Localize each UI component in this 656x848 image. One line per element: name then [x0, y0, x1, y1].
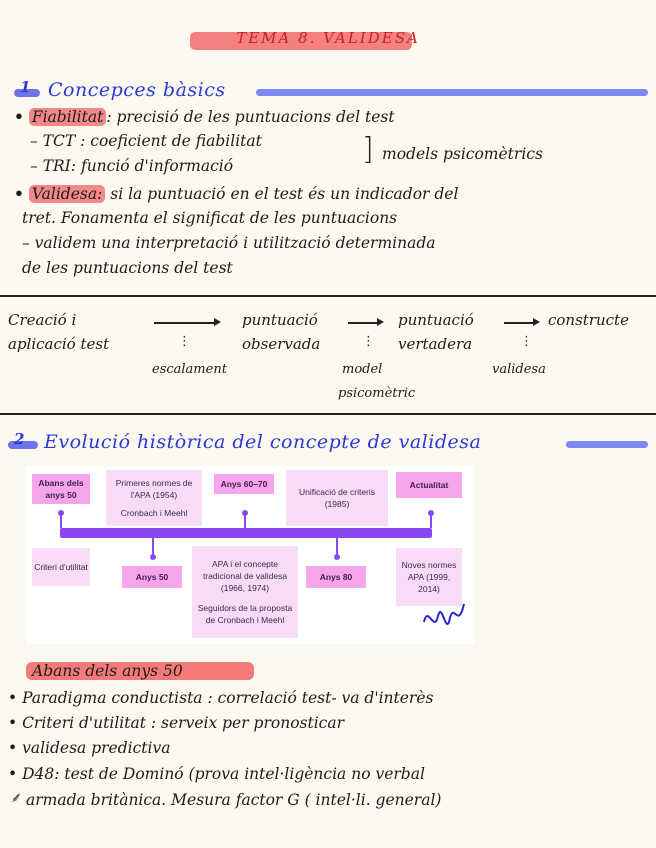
def-fiabilitat: : precisió de les puntuacions del test — [106, 108, 395, 126]
section-2-number: 2 — [14, 430, 25, 448]
flow-arrow-2-line — [348, 322, 378, 324]
flow-dash-3: ⋮ — [520, 334, 533, 349]
flow-model-2: psicomètric — [338, 386, 416, 401]
flow-model-1: model — [342, 362, 383, 377]
section-2-title: Evolució històrica del concepte de validesa — [44, 431, 482, 453]
page-title: TEMA 8. VALIDESA — [236, 29, 420, 47]
section-3-item-1: • Paradigma conductista : correlació test- va d'interès — [8, 689, 434, 707]
flow-escalament: escalament — [152, 362, 227, 377]
timeline-bottom-3-sub: Seguidors de la proposta de Cronbach i Meehl — [197, 603, 293, 625]
timeline-bottom-4: Anys 80 — [306, 566, 366, 588]
section-1-underline — [256, 89, 648, 96]
flow-arrow-3-head — [533, 318, 540, 326]
term-validesa: Validesa: — [29, 185, 105, 203]
section-2-underline — [566, 441, 648, 448]
flow-arrow-3-line — [504, 322, 534, 324]
timeline-dot-top-1 — [58, 510, 64, 516]
timeline-top-5: Actualitat — [396, 472, 462, 498]
section-3-item-2: • Criteri d'utilitat : serveix per pronosticar — [8, 714, 345, 732]
section-3-item-4-mark: ⸙ — [10, 790, 21, 806]
timeline-dot-bottom-4 — [334, 554, 340, 560]
flow-vertadera: vertadera — [398, 335, 473, 353]
line-validesa-3: – validem una interpretació i utilització determinada — [22, 234, 436, 252]
term-fiabilitat: Fiabilitat — [29, 108, 106, 126]
flow-validesa: validesa — [492, 362, 546, 377]
timeline-bottom-5: Noves normes APA (1999, 2014) — [396, 548, 462, 606]
timeline-dot-bottom-2 — [150, 554, 156, 560]
line-validesa: • Validesa: si la puntuació en el test és un indicador del — [14, 184, 459, 203]
timeline-axis — [60, 528, 432, 538]
models-label: models psicomètrics — [382, 145, 543, 163]
line-validesa-4: de les puntuacions del test — [22, 259, 233, 277]
timeline-bottom-1: Criteri d'utilitat — [32, 548, 90, 586]
section-3-title: Abans dels anys 50 — [32, 662, 183, 680]
timeline-top-4: Unificació de criteris (1985) — [286, 470, 388, 526]
line-fiabilitat: • Fiabilitat : precisió de les puntuacions del test — [14, 107, 395, 126]
flow-dash-1: ⋮ — [178, 334, 191, 349]
squiggle-decoration — [418, 594, 478, 644]
timeline-top-3: Anys 60–70 — [214, 474, 274, 494]
line-validesa-2: tret. Fonamenta el significat de les puntuacions — [22, 209, 398, 227]
flow-creacio-1: Creació i — [8, 311, 77, 329]
timeline-dot-top-3 — [242, 510, 248, 516]
flow-arrow-1-line — [154, 322, 216, 324]
timeline-top-2-sub: Cronbach i Meehl — [120, 508, 188, 518]
timeline-top-1: Abans dels anys 50 — [32, 474, 90, 504]
timeline-bottom-3-label: APA i el concepte tradicional de validesa (1966, 1974) — [202, 559, 288, 593]
line-tri: – TRI: funció d'informació — [30, 157, 234, 175]
timeline-bottom-3 — [192, 546, 298, 638]
flow-arrow-2-head — [377, 318, 384, 326]
flow-observada: observada — [242, 335, 321, 353]
line-tct: – TCT : coeficient de fiabilitat — [30, 132, 262, 150]
brace: ] — [362, 132, 374, 167]
timeline-top-2-label: Primeres normes de l'APA (1954) — [115, 478, 193, 500]
divider-top — [0, 295, 656, 297]
flow-dash-2: ⋮ — [362, 334, 375, 349]
flow-arrow-1-head — [214, 318, 221, 326]
def-validesa: si la puntuació en el test és un indicador del — [105, 185, 459, 203]
timeline-dot-top-5 — [428, 510, 434, 516]
timeline-top-2 — [106, 470, 202, 526]
flow-puntuacio-2: puntuació — [398, 311, 474, 329]
flow-puntuacio-1: puntuació — [242, 311, 318, 329]
flow-creacio-2: aplicació test — [8, 335, 110, 353]
section-3-item-4-cont: armada britànica. Mesura factor G ( intel·li. general) — [26, 791, 442, 809]
section-3-item-4: • D48: test de Dominó (prova intel·ligència no verbal — [8, 765, 425, 783]
section-3-item-3: • validesa predictiva — [8, 739, 171, 757]
flow-constructe: constructe — [548, 311, 629, 329]
timeline-bottom-2: Anys 50 — [122, 566, 182, 588]
section-1-number: 1 — [20, 78, 31, 96]
divider-bottom — [0, 413, 656, 415]
section-1-title: Concepces bàsics — [48, 79, 226, 101]
